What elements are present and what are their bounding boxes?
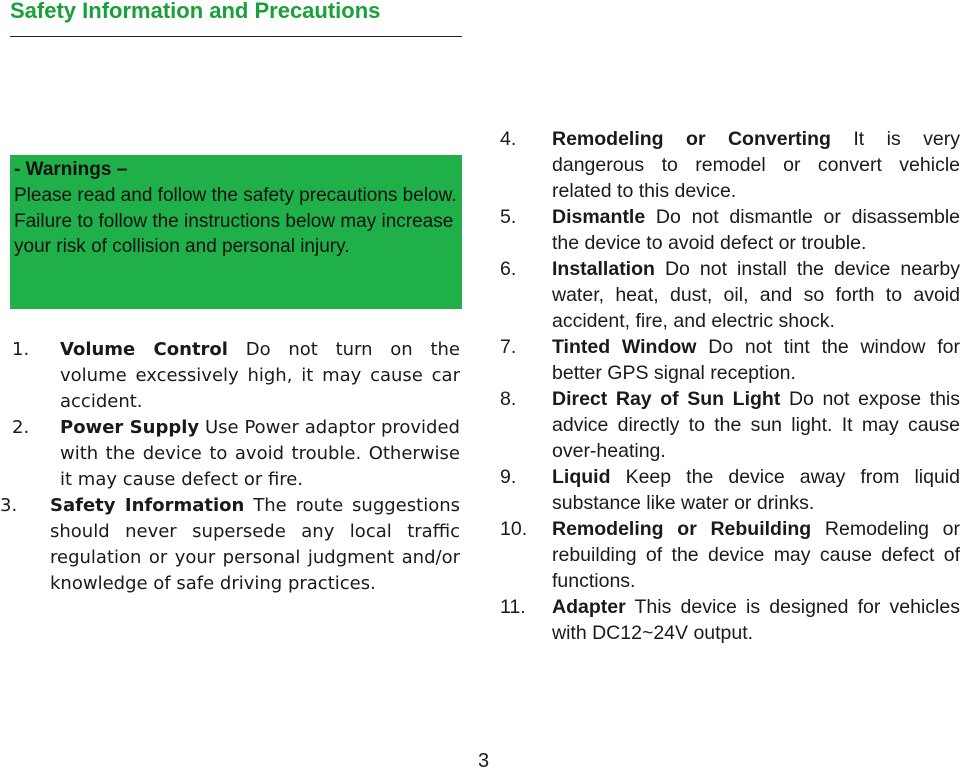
item-number: 5.: [500, 206, 517, 228]
item-number: 4.: [500, 128, 517, 150]
item-number: 11.: [500, 596, 526, 618]
item-term: Remodeling or Rebuilding: [552, 518, 812, 540]
list-item: [500, 204, 960, 256]
item-text: This device is designed for vehicles with DC12~24V output.: [552, 596, 960, 644]
warnings-text: Please read and follow the safety precautions below. Failure to follow the instructions below may increase your risk of collision and personal injury.: [14, 184, 457, 258]
list-item: [500, 386, 960, 464]
item-term: Power Supply: [60, 417, 200, 438]
list-item: [500, 334, 960, 386]
page-number: 3: [478, 750, 490, 772]
item-text: Use Power adaptor provided with the device to avoid trouble. Otherwise it may cause defect or fire.: [60, 417, 460, 490]
item-text: The route suggestions should never supersede any local traffic regulation or your personal judgment and/or knowledge of safe driving practices.: [50, 495, 460, 594]
item-term: Safety Information: [50, 495, 245, 516]
item-text: Do not dismantle or disassemble the device to avoid defect or trouble.: [552, 206, 960, 254]
list-item: [10, 337, 460, 415]
item-term: Direct Ray of Sun Light: [552, 388, 781, 410]
item-text: Remodeling or rebuilding of the device may cause defect of functions.: [552, 518, 960, 592]
item-term: Adapter: [552, 596, 626, 618]
item-term: Liquid: [552, 466, 611, 488]
item-text: Do not turn on the volume excessively high, it may cause car accident.: [60, 339, 460, 412]
list-item: [500, 516, 960, 594]
item-number: 9.: [500, 466, 517, 488]
list-item: [500, 594, 960, 646]
item-term: Dismantle: [552, 206, 646, 228]
item-term: Tinted Window: [552, 336, 697, 358]
warnings-heading: - Warnings –: [14, 159, 128, 180]
item-text: Keep the device away from liquid substance like water or drinks.: [552, 466, 960, 514]
list-item: [0, 493, 460, 597]
list-item: [500, 126, 960, 204]
title-divider: [10, 36, 462, 37]
item-text: Do not install the device nearby water, heat, dust, oil, and so forth to avoid accident, fire, and electric shock.: [552, 258, 960, 332]
list-item: [500, 256, 960, 334]
right-column: [500, 126, 960, 646]
item-text: Do not tint the window for better GPS signal reception.: [552, 336, 960, 384]
item-number: 10.: [500, 518, 528, 540]
item-term: Remodeling or Converting: [552, 128, 831, 150]
item-number: 3.: [0, 495, 18, 516]
left-column: [0, 337, 460, 597]
item-term: Installation: [552, 258, 655, 280]
warnings-box: [10, 155, 462, 309]
item-number: 8.: [500, 388, 517, 410]
list-item: [10, 415, 460, 493]
item-text: It is very dangerous to remodel or convert vehicle related to this device.: [552, 128, 960, 202]
item-number: 1.: [12, 339, 30, 360]
page-title: Safety Information and Precautions: [10, 0, 381, 23]
item-text: Do not expose this advice directly to the sun light. It may cause over-heating.: [552, 388, 960, 462]
item-number: 7.: [500, 336, 517, 358]
item-term: Volume Control: [60, 339, 228, 360]
list-item: [500, 464, 960, 516]
item-number: 2.: [12, 417, 30, 438]
item-number: 6.: [500, 258, 517, 280]
